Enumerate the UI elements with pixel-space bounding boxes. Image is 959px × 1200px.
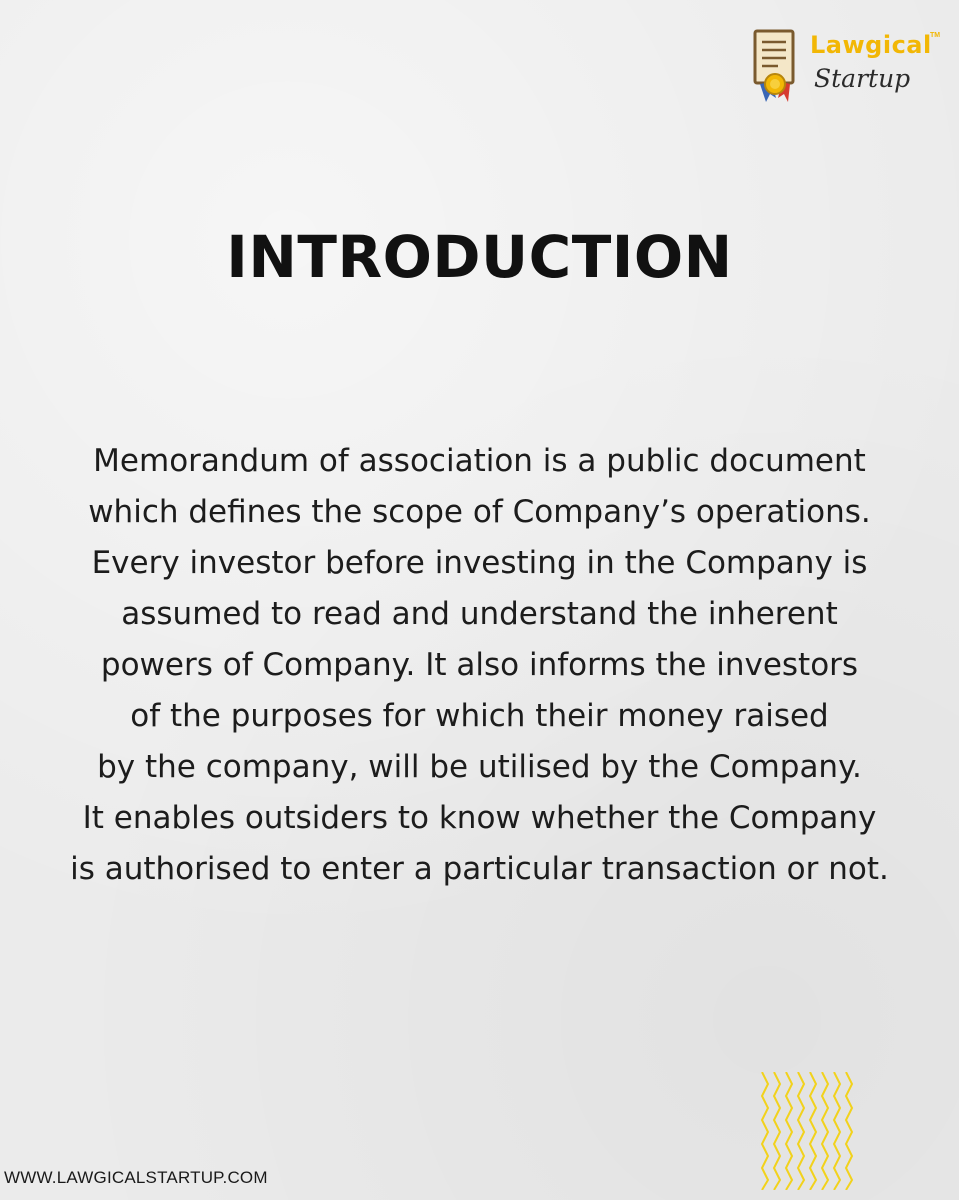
body-line: of the purposes for which their money raised	[130, 698, 829, 734]
logo-subtitle: Startup	[814, 64, 911, 93]
zigzag-lines-icon	[758, 1072, 858, 1190]
body-line: powers of Company. It also informs the investors	[100, 647, 859, 683]
body-line: by the company, will be utilised by the Company.	[97, 749, 862, 785]
body-paragraph	[24, 436, 935, 895]
footer-website-url: WWW.LAWGICALSTARTUP.COM	[4, 1168, 268, 1187]
body-line: assumed to read and understand the inherent	[121, 596, 838, 632]
body-line: Memorandum of association is a public document	[93, 443, 866, 479]
certificate-icon	[752, 28, 802, 104]
body-line: which defines the scope of Company’s operations.	[88, 494, 871, 530]
logo-trademark: TM	[930, 32, 941, 39]
body-line: Every investor before investing in the Company is	[91, 545, 868, 581]
page-title: INTRODUCTION	[226, 223, 733, 291]
brand-logo	[752, 28, 942, 104]
logo-wordmark: Lawgical	[810, 31, 932, 59]
body-line: It enables outsiders to know whether the Company	[82, 800, 877, 836]
body-line: is authorised to enter a particular transaction or not.	[70, 851, 889, 887]
